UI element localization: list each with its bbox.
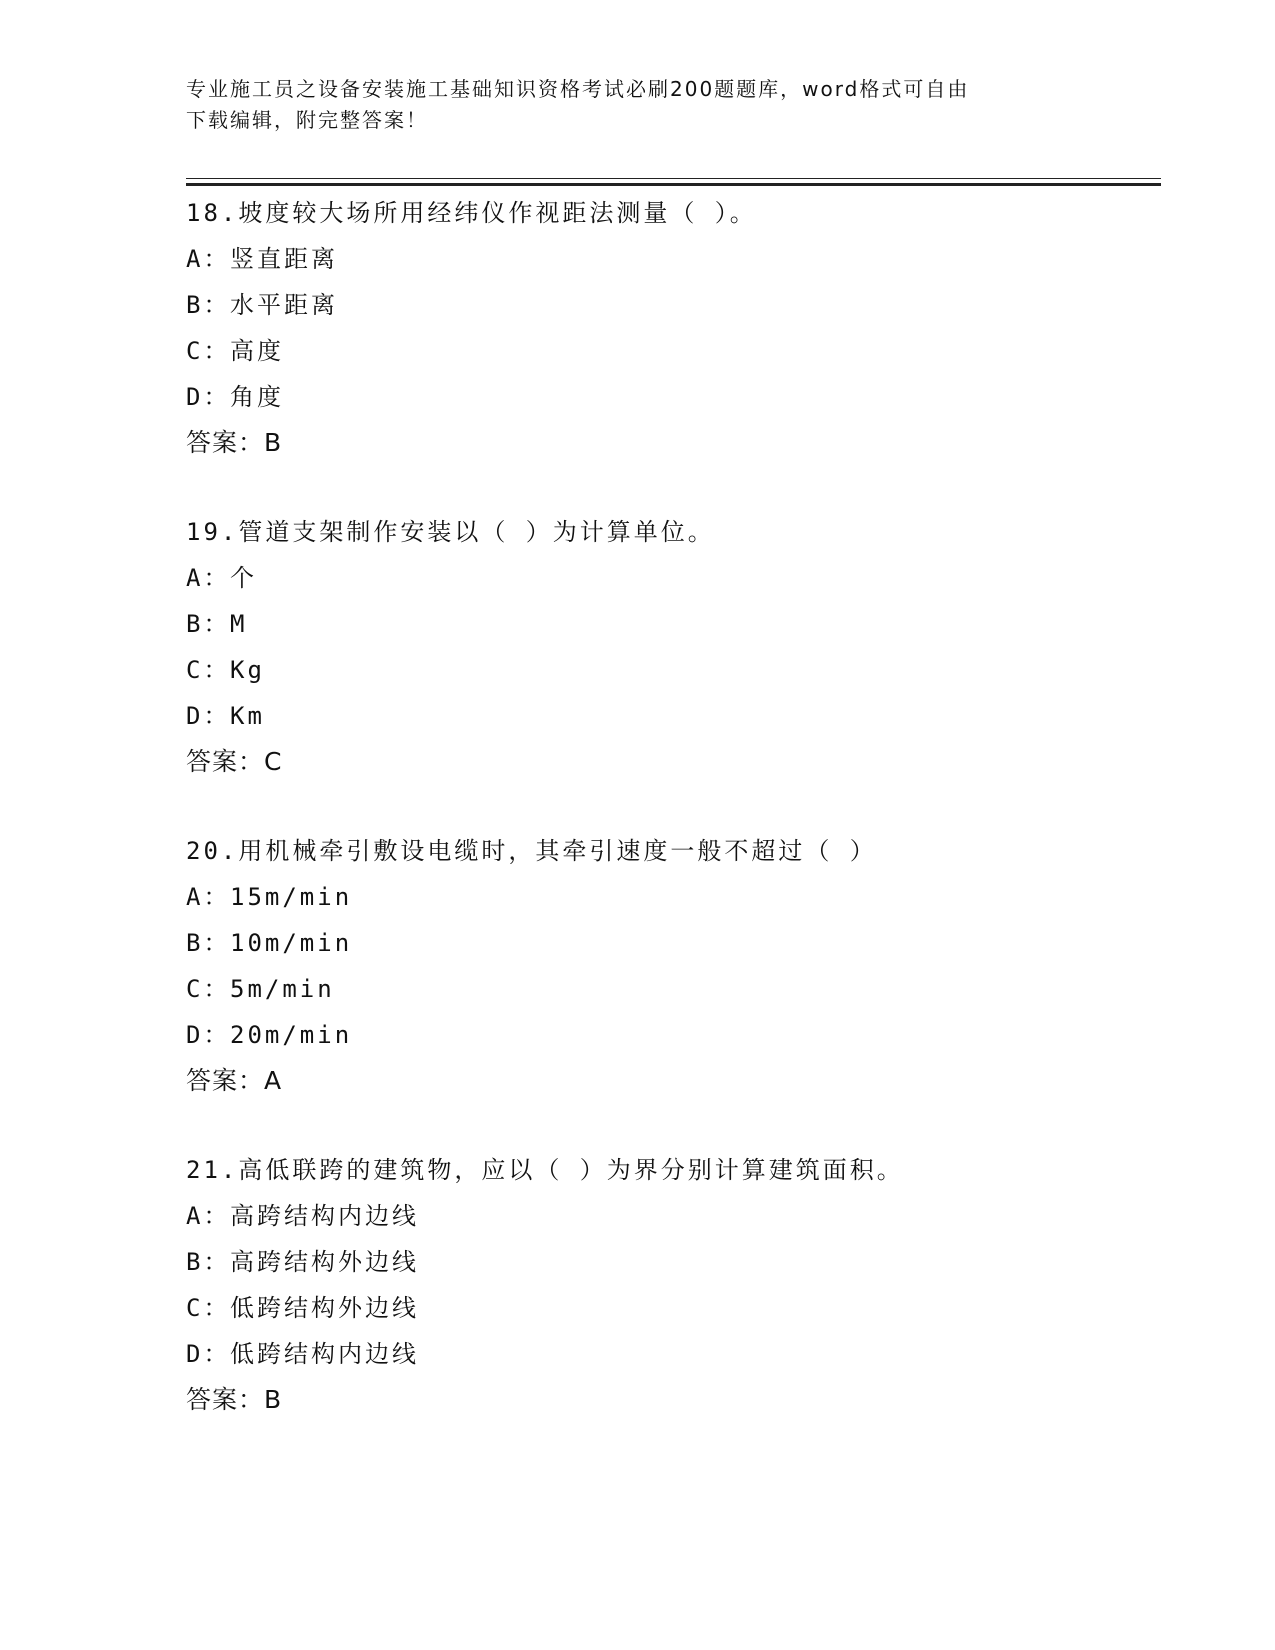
option-b bbox=[186, 282, 1161, 328]
option-key: D： bbox=[186, 383, 231, 411]
option-key: B： bbox=[186, 1248, 231, 1276]
question-20 bbox=[186, 828, 1161, 1104]
question-stem: 20.用机械牵引敷设电缆时，其牵引速度一般不超过（ ） bbox=[186, 837, 877, 865]
option-text: M bbox=[230, 610, 248, 638]
header-line-2: 下载编辑，附完整答案！ bbox=[186, 108, 428, 132]
answer-value: B bbox=[264, 1385, 283, 1414]
option-key: C： bbox=[186, 337, 231, 365]
option-b bbox=[186, 601, 1161, 647]
option-text: 水平距离 bbox=[230, 291, 338, 319]
answer-label: 答案： bbox=[186, 747, 265, 776]
option-key: C： bbox=[186, 656, 231, 684]
option-b bbox=[186, 920, 1161, 966]
header-divider-thick bbox=[186, 183, 1161, 186]
option-text: Kg bbox=[230, 656, 265, 684]
option-text: 角度 bbox=[230, 383, 284, 411]
answer-label: 答案： bbox=[186, 1385, 265, 1414]
option-text: 10m/min bbox=[230, 929, 353, 957]
answer-value: B bbox=[264, 428, 283, 457]
option-d bbox=[186, 1012, 1161, 1058]
option-d bbox=[186, 374, 1161, 420]
option-text: 个 bbox=[230, 564, 257, 592]
option-key: C： bbox=[186, 1294, 231, 1322]
option-text: 15m/min bbox=[230, 883, 353, 911]
header-line-1: 专业施工员之设备安装施工基础知识资格考试必刷200题题库，word格式可自由 bbox=[186, 77, 970, 101]
option-key: C： bbox=[186, 975, 231, 1003]
option-key: D： bbox=[186, 702, 231, 730]
option-b bbox=[186, 1239, 1161, 1285]
option-d bbox=[186, 693, 1161, 739]
question-19 bbox=[186, 509, 1161, 785]
option-key: B： bbox=[186, 929, 231, 957]
option-text: 低跨结构外边线 bbox=[230, 1294, 419, 1322]
option-text: 高跨结构内边线 bbox=[230, 1202, 419, 1230]
answer bbox=[186, 739, 1161, 785]
option-key: D： bbox=[186, 1021, 231, 1049]
option-key: B： bbox=[186, 610, 231, 638]
option-c bbox=[186, 647, 1161, 693]
option-a bbox=[186, 1193, 1161, 1239]
option-c bbox=[186, 966, 1161, 1012]
option-text: Km bbox=[230, 702, 265, 730]
answer bbox=[186, 1058, 1161, 1104]
option-key: A： bbox=[186, 883, 231, 911]
question-stem: 19.管道支架制作安装以（ ）为计算单位。 bbox=[186, 518, 715, 546]
question-stem: 21.高低联跨的建筑物，应以（ ）为界分别计算建筑面积。 bbox=[186, 1156, 904, 1184]
option-key: A： bbox=[186, 564, 231, 592]
question-21 bbox=[186, 1147, 1161, 1423]
option-text: 高度 bbox=[230, 337, 284, 365]
document-header bbox=[186, 74, 1086, 136]
option-a bbox=[186, 874, 1161, 920]
option-a bbox=[186, 236, 1161, 282]
option-c bbox=[186, 1285, 1161, 1331]
option-text: 高跨结构外边线 bbox=[230, 1248, 419, 1276]
answer-label: 答案： bbox=[186, 428, 265, 457]
option-key: A： bbox=[186, 245, 231, 273]
option-key: D： bbox=[186, 1340, 231, 1368]
answer bbox=[186, 420, 1161, 466]
option-d bbox=[186, 1331, 1161, 1377]
option-a bbox=[186, 555, 1161, 601]
answer bbox=[186, 1377, 1161, 1423]
question-18 bbox=[186, 190, 1161, 466]
option-text: 低跨结构内边线 bbox=[230, 1340, 419, 1368]
option-text: 20m/min bbox=[230, 1021, 353, 1049]
option-c bbox=[186, 328, 1161, 374]
question-list bbox=[186, 190, 1161, 1466]
question-stem: 18.坡度较大场所用经纬仪作视距法测量（ ）。 bbox=[186, 199, 757, 227]
answer-label: 答案： bbox=[186, 1066, 265, 1095]
option-text: 5m/min bbox=[230, 975, 335, 1003]
option-key: A： bbox=[186, 1202, 231, 1230]
option-text: 竖直距离 bbox=[230, 245, 338, 273]
header-divider-thin bbox=[186, 178, 1161, 179]
option-key: B： bbox=[186, 291, 231, 319]
answer-value: A bbox=[264, 1066, 283, 1095]
answer-value: C bbox=[264, 747, 283, 776]
